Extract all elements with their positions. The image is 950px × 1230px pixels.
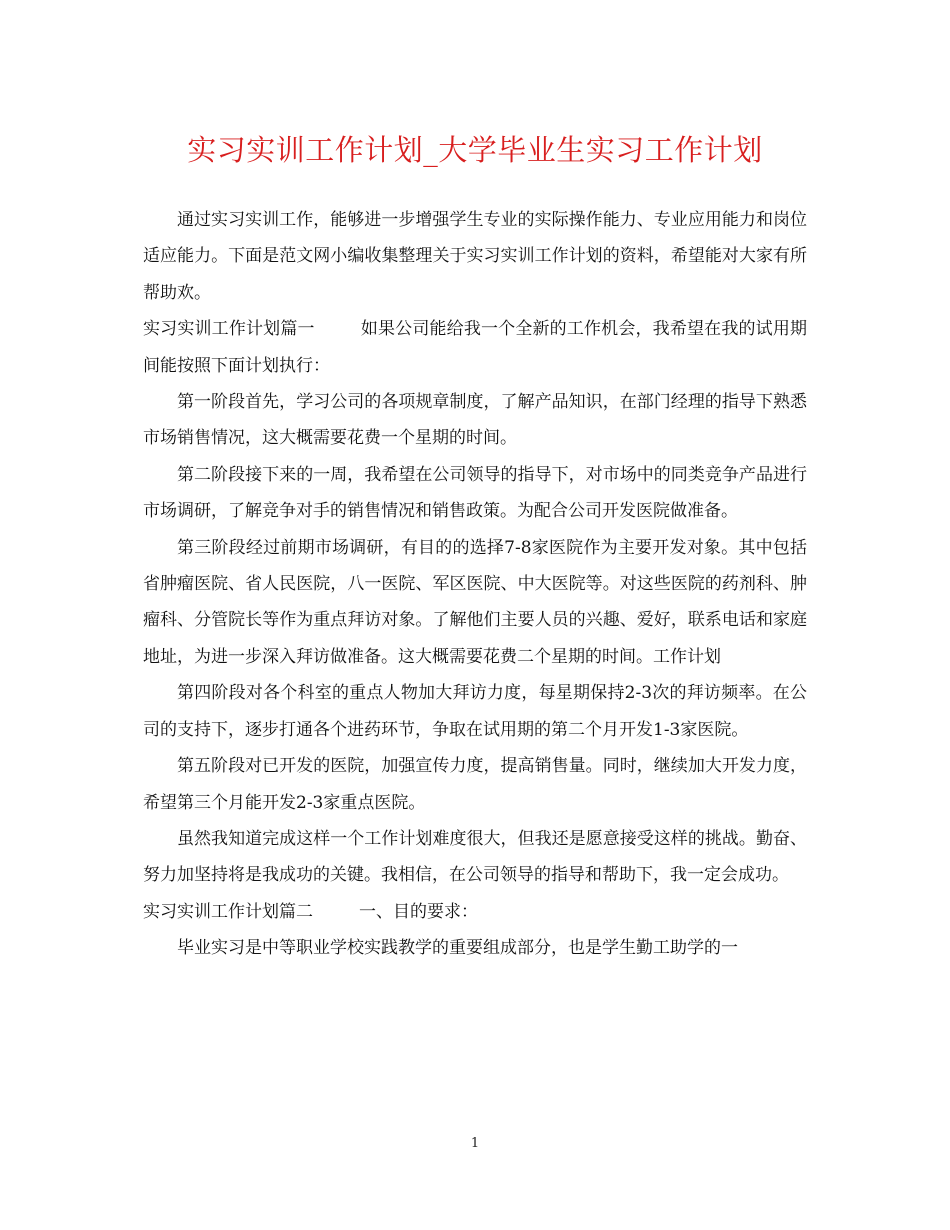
intro-paragraph: 通过实习实训工作，能够进一步增强学生专业的实际操作能力、专业应用能力和岗位适应能力。下面是范文网小编收集整理关于实习实训工作计划的资料，希望能对大家有所帮助欢。 [143,210,807,303]
section-2-lead: 一、目的要求： [359,901,478,922]
stage-1-paragraph: 第一阶段首先，学习公司的各项规章制度，了解产品知识，在部门经理的指导下熟悉市场销售情况，这大概需要花费一个星期的时间。 [143,392,807,449]
stage-3-paragraph: 第三阶段经过前期市场调研，有目的的选择7-8家医院作为主要开发对象。其中包括省肿瘤医院、省人民医院，八一医院、军区医院、中大医院等。对这些医院的药剂科、肿瘤科、分管院长等作为重点拜访对象。了解他们主要人员的兴趣、爱好，联系电话和家庭地址，为进一步深入拜访做准备。这大概需要花费二个星期的时间。工作计划 [143,537,807,667]
document-body [143,202,807,967]
last-paragraph: 毕业实习是中等职业学校实践教学的重要组成部分，也是学生勤工助学的一 [177,938,738,959]
document-title: 实习实训工作计划_大学毕业生实习工作计划 [187,133,763,167]
section-2-paragraph [143,894,807,930]
page-number: 1 [470,1136,480,1151]
section-1-label: 实习实训工作计划篇一 [143,319,315,340]
closing-paragraph: 虽然我知道完成这样一个工作计划难度很大，但我还是愿意接受这样的挑战。勤奋、努力加坚持将是我成功的关键。我相信，在公司领导的指导和帮助下，我一定会成功。 [143,828,807,886]
section-1-lead: 如果公司能给我一个全新的工作机会，我希望在我的试用期间能按照下面计划执行： [143,319,808,376]
section-1-paragraph [143,311,807,384]
section-2-label: 实习实训工作计划篇二 [143,901,313,922]
stage-4-paragraph: 第四阶段对各个科室的重点人物加大拜访力度，每星期保持2-3次的拜访频率。在公司的支持下，逐步打通各个进药环节，争取在试用期的第二个月开发1-3家医院。 [143,683,807,740]
stage-5-paragraph: 第五阶段对已开发的医院，加强宣传力度，提高销售量。同时，继续加大开发力度，希望第三个月能开发2-3家重点医院。 [143,756,807,813]
stage-2-paragraph: 第二阶段接下来的一周，我希望在公司领导的指导下，对市场中的同类竞争产品进行市场调研，了解竞争对手的销售情况和销售政策。为配合公司开发医院做准备。 [143,464,807,522]
